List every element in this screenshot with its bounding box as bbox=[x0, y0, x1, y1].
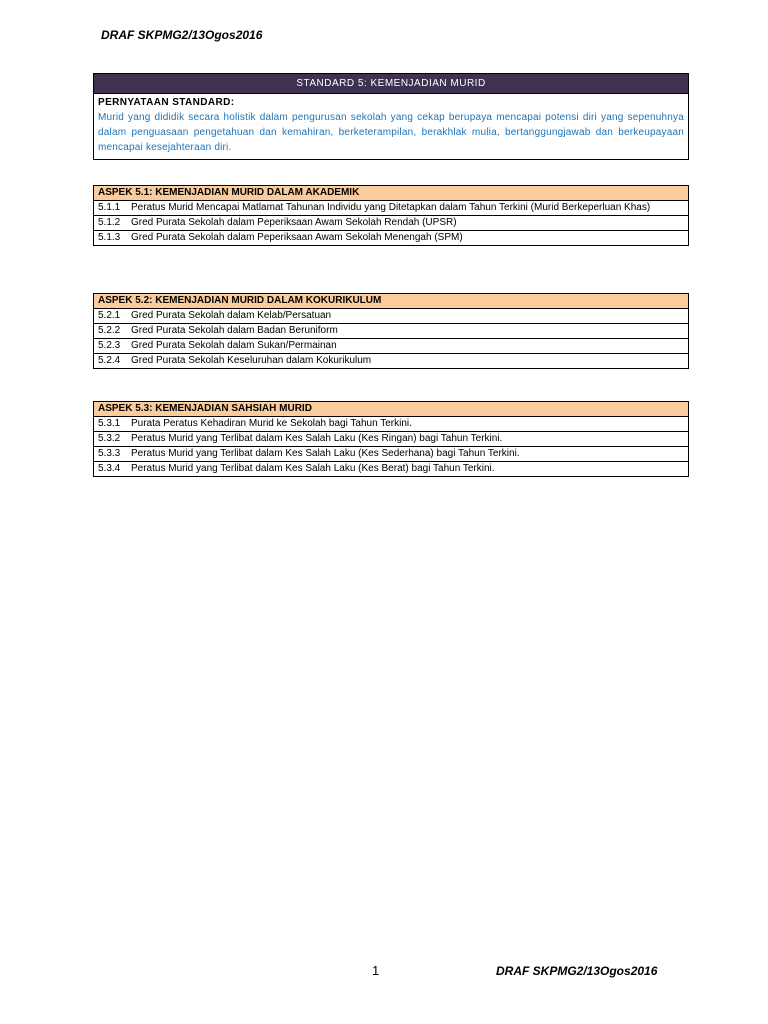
statement-text: Murid yang dididik secara holistik dalam pengurusan sekolah yang cekap berupaya mencapai potensi diri yang sepenuhnya dalam penguasaan pengetahuan dan kemahiran, berketerampilan, berakhlak mulia, bertanggungjawab dan berkeupayaan mencapai kesejahteraan diri. bbox=[98, 112, 684, 153]
aspect-item bbox=[94, 432, 688, 447]
aspect-item bbox=[94, 324, 688, 339]
item-number: 5.2.2 bbox=[98, 325, 121, 336]
item-number: 5.3.1 bbox=[98, 418, 121, 429]
item-text: Gred Purata Sekolah Keseluruhan dalam Kokurikulum bbox=[131, 355, 372, 366]
item-text: Gred Purata Sekolah dalam Peperiksaan Awam Sekolah Menengah (SPM) bbox=[131, 232, 463, 243]
item-number: 5.3.2 bbox=[98, 433, 121, 444]
standard-statement bbox=[94, 94, 688, 159]
aspect-item bbox=[94, 231, 688, 245]
item-text: Gred Purata Sekolah dalam Peperiksaan Awam Sekolah Rendah (UPSR) bbox=[131, 217, 457, 228]
item-number: 5.1.3 bbox=[98, 232, 121, 243]
standard-title: STANDARD 5: KEMENJADIAN MURID bbox=[94, 74, 688, 94]
aspect-item bbox=[94, 354, 688, 368]
item-text: Peratus Murid yang Terlibat dalam Kes Salah Laku (Kes Ringan) bagi Tahun Terkini. bbox=[131, 433, 503, 444]
item-number: 5.2.4 bbox=[98, 355, 121, 366]
item-number: 5.2.3 bbox=[98, 340, 121, 351]
page-header-draft: DRAF SKPMG2/13Ogos2016 bbox=[101, 28, 263, 42]
aspect-table-5-1 bbox=[93, 185, 689, 246]
aspect-table-5-3 bbox=[93, 401, 689, 477]
aspect-item bbox=[94, 417, 688, 432]
statement-label: PERNYATAAN STANDARD: bbox=[98, 97, 235, 108]
item-text: Gred Purata Sekolah dalam Kelab/Persatuan bbox=[131, 310, 332, 321]
aspect-table-5-2 bbox=[93, 293, 689, 369]
item-number: 5.1.1 bbox=[98, 202, 121, 213]
item-text: Peratus Murid yang Terlibat dalam Kes Salah Laku (Kes Berat) bagi Tahun Terkini. bbox=[131, 463, 495, 474]
item-text: Peratus Murid Mencapai Matlamat Tahunan Individu yang Ditetapkan dalam Tahun Terkini (Murid Berkeperluan Khas) bbox=[131, 202, 651, 213]
aspect-title: ASPEK 5.1: KEMENJADIAN MURID DALAM AKADEMIK bbox=[94, 186, 688, 201]
aspect-item bbox=[94, 216, 688, 231]
item-text: Gred Purata Sekolah dalam Badan Beruniform bbox=[131, 325, 338, 336]
item-number: 5.2.1 bbox=[98, 310, 121, 321]
item-number: 5.1.2 bbox=[98, 217, 121, 228]
item-text: Purata Peratus Kehadiran Murid ke Sekolah bagi Tahun Terkini. bbox=[131, 418, 412, 429]
aspect-title: ASPEK 5.3: KEMENJADIAN SAHSIAH MURID bbox=[94, 402, 688, 417]
aspect-item bbox=[94, 462, 688, 476]
aspect-title: ASPEK 5.2: KEMENJADIAN MURID DALAM KOKURIKULUM bbox=[94, 294, 688, 309]
aspect-item bbox=[94, 309, 688, 324]
page-footer-draft: DRAF SKPMG2/13Ogos2016 bbox=[496, 964, 658, 978]
item-number: 5.3.4 bbox=[98, 463, 121, 474]
aspect-item bbox=[94, 339, 688, 354]
aspect-item bbox=[94, 201, 688, 216]
item-text: Gred Purata Sekolah dalam Sukan/Permainan bbox=[131, 340, 337, 351]
page-number: 1 bbox=[372, 963, 380, 978]
aspect-item bbox=[94, 447, 688, 462]
item-number: 5.3.3 bbox=[98, 448, 121, 459]
item-text: Peratus Murid yang Terlibat dalam Kes Salah Laku (Kes Sederhana) bagi Tahun Terkini. bbox=[131, 448, 520, 459]
standard-table bbox=[93, 73, 689, 160]
